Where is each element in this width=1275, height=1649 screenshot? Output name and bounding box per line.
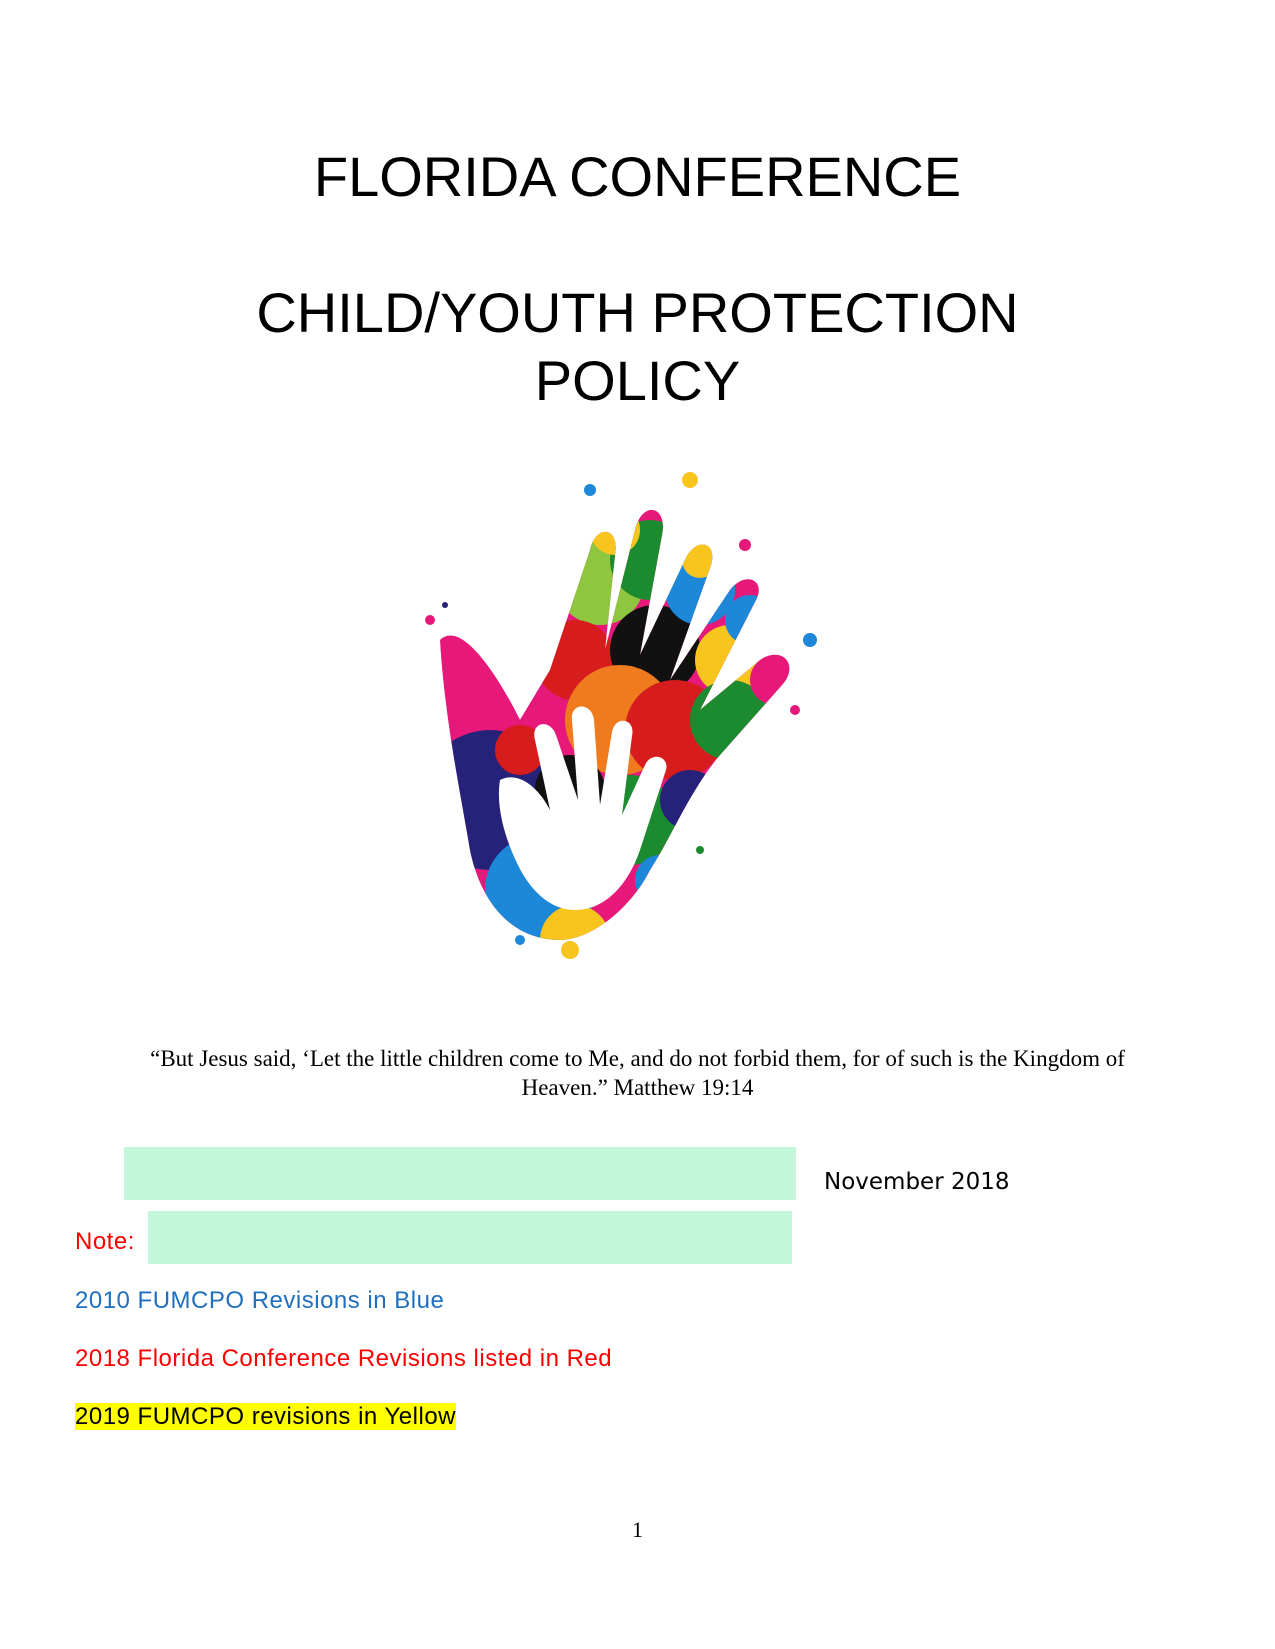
scripture-quote-line-2: Heaven.” Matthew 19:14 [521,1075,754,1100]
highlight-box-note [148,1211,792,1264]
note-label: Note: [75,1228,135,1255]
revision-blue-line: 2010 FUMCPO Revisions in Blue [75,1287,445,1314]
revision-yellow-line [75,1402,456,1432]
page-number: 1 [632,1517,643,1542]
revision-yellow-text: 2019 FUMCPO revisions in Yellow [75,1403,456,1430]
scripture-quote-line-1: “But Jesus said, ‘Let the little children come to Me, and do not forbid them, for of such is the Kingdom of [150,1046,1125,1071]
revision-red-line: 2018 Florida Conference Revisions listed in Red [75,1345,613,1372]
hand-paint-fill [400,470,860,970]
highlight-box-top [124,1147,796,1200]
document-date: November 2018 [824,1169,1010,1195]
painted-hands-icon [400,470,860,970]
title-line-1: FLORIDA CONFERENCE [313,145,962,208]
title-line-2: CHILD/YOUTH PROTECTION [256,281,1019,344]
title-line-3: POLICY [534,349,741,412]
